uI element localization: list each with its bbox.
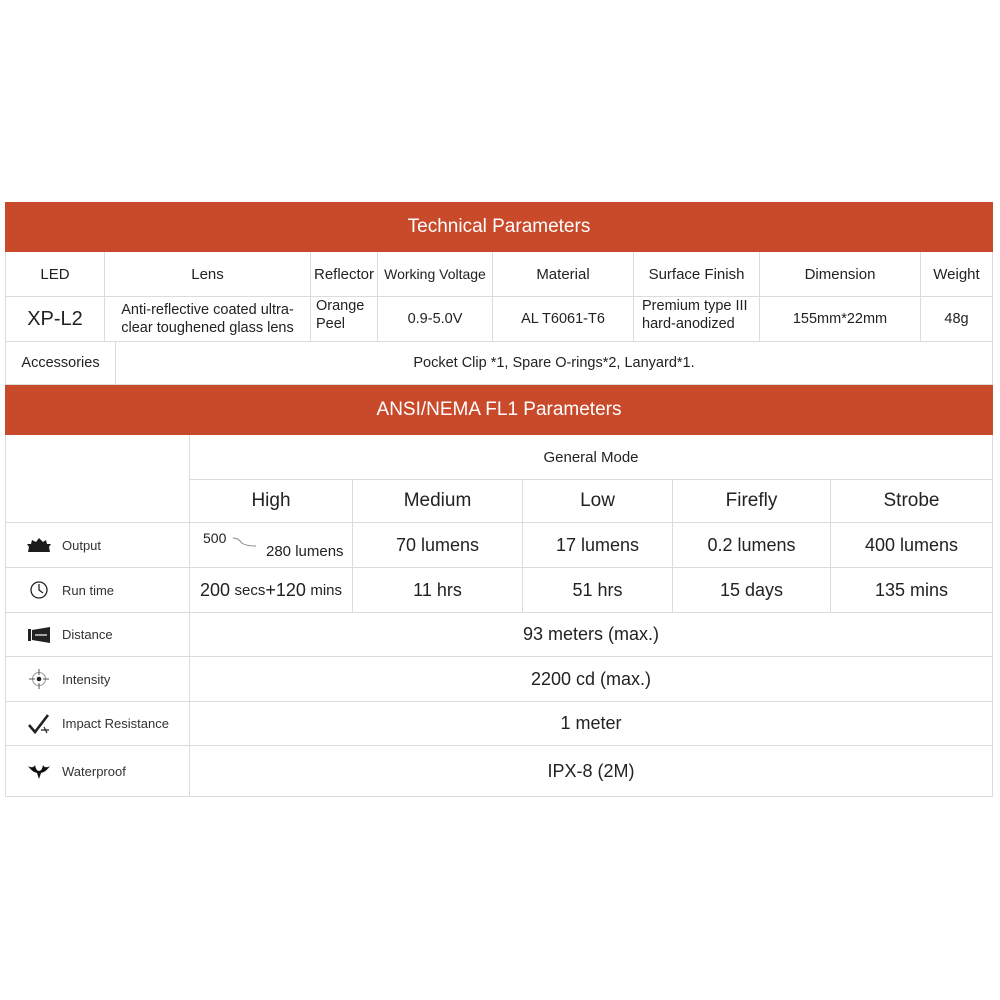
output-medium: 70 lumens bbox=[353, 523, 523, 568]
value-lens-line2: clear toughened glass lens bbox=[121, 320, 294, 336]
value-reflector-line2: Peel bbox=[316, 316, 346, 332]
header-lens: Lens bbox=[105, 252, 311, 297]
header-reflector: Reflector bbox=[311, 252, 378, 297]
value-surface-finish-line1: Premium type III bbox=[642, 298, 748, 314]
crosshair-icon bbox=[26, 669, 52, 689]
runtime-firefly: 15 days bbox=[673, 568, 831, 613]
row-label-intensity bbox=[5, 657, 190, 702]
value-material: AL T6061-T6 bbox=[493, 297, 634, 342]
row-label-runtime bbox=[5, 568, 190, 613]
header-surface-finish: Surface Finish bbox=[634, 252, 760, 297]
beam-distance-icon bbox=[26, 625, 52, 645]
value-led: XP-L2 bbox=[5, 297, 105, 342]
mode-low: Low bbox=[523, 480, 673, 523]
general-mode-header: General Mode bbox=[190, 435, 993, 480]
water-splash-icon bbox=[26, 761, 52, 781]
value-lens bbox=[105, 297, 311, 342]
header-working-voltage: Working Voltage bbox=[378, 252, 493, 297]
output-firefly: 0.2 lumens bbox=[673, 523, 831, 568]
runtime-low: 51 hrs bbox=[523, 568, 673, 613]
intensity-label: Intensity bbox=[62, 671, 111, 687]
row-label-distance bbox=[5, 613, 190, 657]
row-label-impact-resistance bbox=[5, 702, 190, 746]
header-dimension: Dimension bbox=[760, 252, 921, 297]
runtime-high-secs-num: 200 bbox=[199, 579, 231, 600]
value-reflector bbox=[311, 297, 378, 342]
mode-strobe: Strobe bbox=[831, 480, 993, 523]
value-reflector-line1: Orange bbox=[316, 298, 365, 314]
distance-label: Distance bbox=[62, 627, 113, 642]
output-high bbox=[190, 523, 353, 568]
accessories-value: Pocket Clip *1, Spare O-rings*2, Lanyard*1. bbox=[116, 342, 993, 385]
waterproof-label: Waterproof bbox=[62, 763, 126, 779]
value-dimension: 155mm*22mm bbox=[760, 297, 921, 342]
header-material: Material bbox=[493, 252, 634, 297]
impact-resistance-value: 1 meter bbox=[190, 702, 993, 746]
mode-firefly: Firefly bbox=[673, 480, 831, 523]
runtime-medium: 11 hrs bbox=[353, 568, 523, 613]
distance-value: 93 meters (max.) bbox=[190, 613, 993, 657]
runtime-label: Run time bbox=[62, 582, 115, 598]
header-weight: Weight bbox=[921, 252, 993, 297]
technical-parameters-title: Technical Parameters bbox=[407, 216, 591, 237]
waterproof-value: IPX-8 (2M) bbox=[190, 746, 993, 797]
output-label: Output bbox=[62, 537, 102, 553]
ansi-parameters-banner bbox=[5, 385, 993, 435]
output-high-sustained: 280 lumens bbox=[266, 543, 344, 560]
output-strobe: 400 lumens bbox=[831, 523, 993, 568]
runtime-high-mins-unit: mins bbox=[310, 581, 342, 599]
ansi-parameters-title: ANSI/NEMA FL1 Parameters bbox=[376, 399, 622, 420]
corner-blank bbox=[5, 435, 190, 523]
runtime-high bbox=[190, 568, 353, 613]
header-led: LED bbox=[5, 252, 105, 297]
value-working-voltage: 0.9-5.0V bbox=[378, 297, 493, 342]
impact-resistance-label: Impact Resistance bbox=[62, 716, 169, 731]
row-label-output bbox=[5, 523, 190, 568]
output-burst-icon bbox=[26, 535, 52, 555]
accessories-label: Accessories bbox=[5, 342, 116, 385]
technical-parameters-banner bbox=[5, 202, 993, 252]
row-label-waterproof bbox=[5, 746, 190, 797]
impact-check-icon bbox=[26, 714, 52, 734]
value-lens-line1: Anti-reflective coated ultra- bbox=[121, 302, 294, 318]
runtime-high-mins-num: +120 bbox=[265, 579, 306, 600]
runtime-strobe: 135 mins bbox=[831, 568, 993, 613]
output-low: 17 lumens bbox=[523, 523, 673, 568]
runtime-high-secs-unit: secs bbox=[234, 581, 266, 599]
output-high-initial: 500 bbox=[203, 530, 227, 546]
intensity-value: 2200 cd (max.) bbox=[190, 657, 993, 702]
value-surface-finish-line2: hard-anodized bbox=[642, 316, 735, 332]
clock-icon bbox=[26, 580, 52, 600]
output-decay-curve-icon bbox=[232, 536, 258, 550]
value-surface-finish bbox=[634, 297, 760, 342]
mode-medium: Medium bbox=[353, 480, 523, 523]
mode-high: High bbox=[190, 480, 353, 523]
value-weight: 48g bbox=[921, 297, 993, 342]
